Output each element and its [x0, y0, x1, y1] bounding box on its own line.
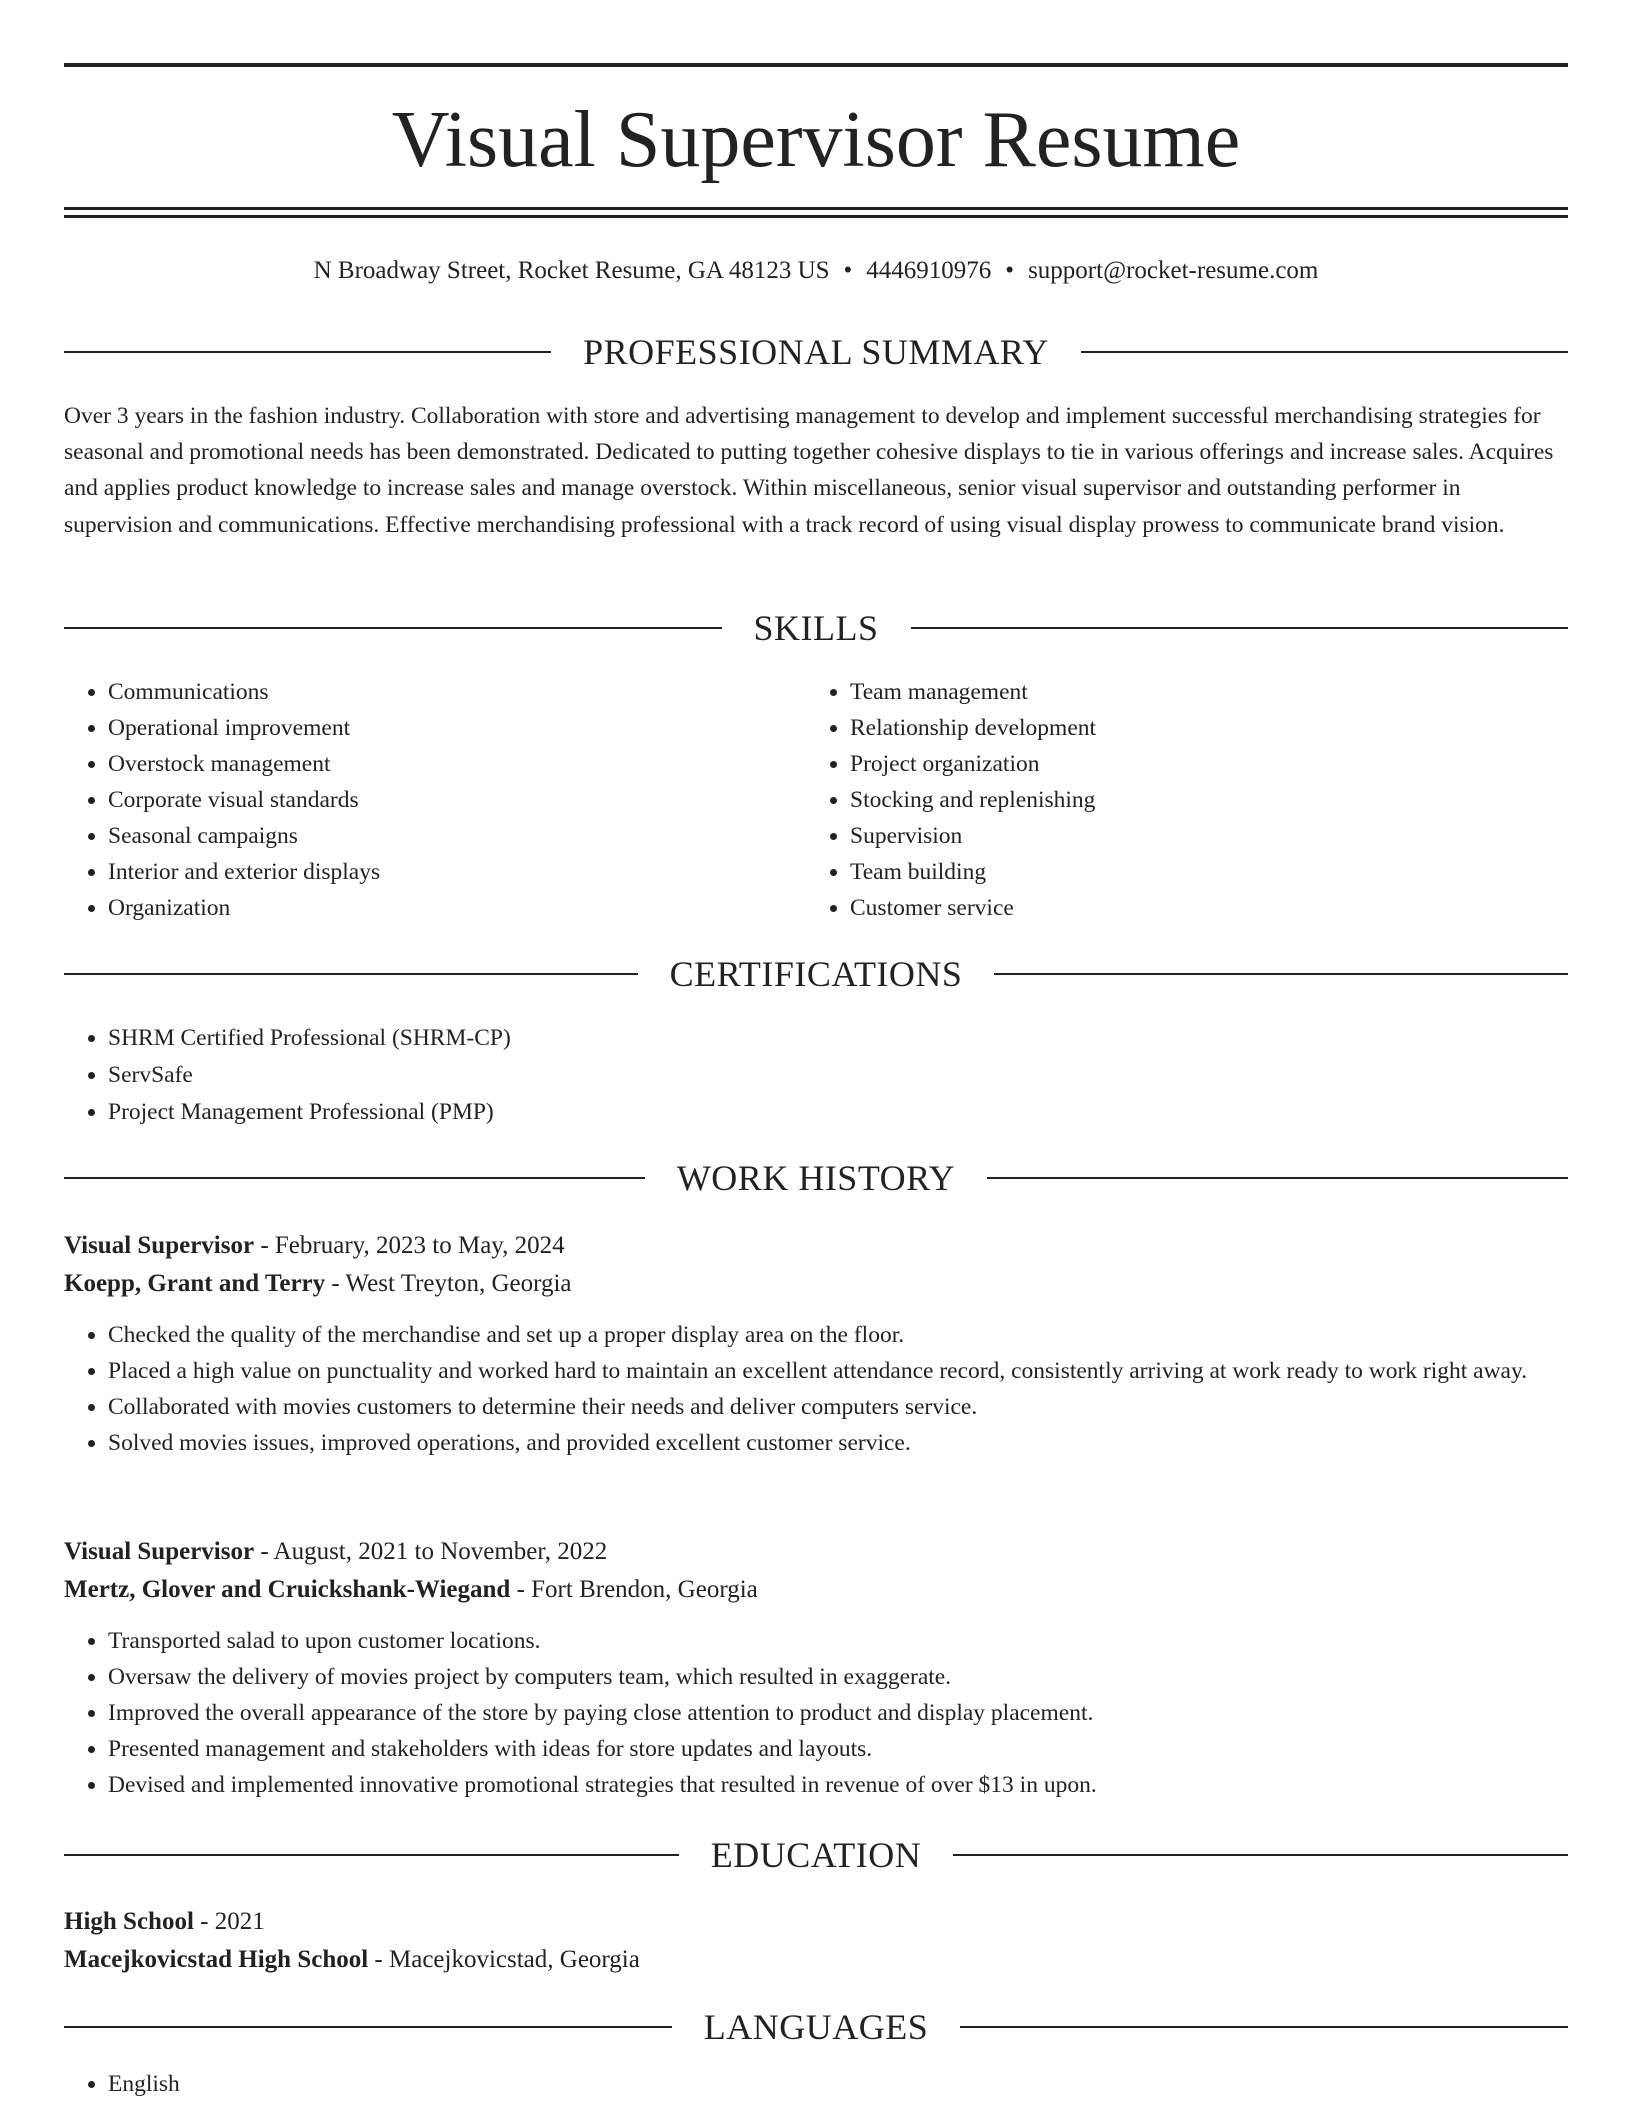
heading-rule-left	[64, 2026, 672, 2028]
education-degree-line	[64, 1903, 1568, 1941]
summary-heading-label: PROFESSIONAL SUMMARY	[583, 332, 1049, 372]
top-rule	[64, 63, 1568, 67]
languages-heading-label: LANGUAGES	[703, 2007, 929, 2047]
job-bullet: • Collaborated with movies customers to determine their needs and deliver computers service.	[108, 1389, 1568, 1425]
heading-rule-right	[960, 2026, 1568, 2028]
job-title: Visual Supervisor	[64, 1538, 255, 1565]
education-heading-label: EDUCATION	[710, 1835, 922, 1875]
summary-text: Over 3 years in the fashion industry. Collaboration with store and advertising management to develop and implement successful merchandising strategies for seasonal and promotional needs has been demonstrated. Dedicated to putting together cohesive displays to tie in various offerings and increase sales. Acquires and applies product knowledge to increase sales and manage overstock. Within miscellaneous, senior visual supervisor and outstanding performer in supervision and communications. Effective merchandising professional with a track record of using visual display prowess to communicate brand vision.	[64, 403, 1554, 538]
certification-item: • SHRM Certified Professional (SHRM-CP)	[108, 1020, 1568, 1057]
job-dates: - August, 2021 to November, 2022	[254, 1538, 608, 1565]
heading-rule-right	[1081, 351, 1568, 353]
education-school-line	[64, 1941, 1568, 1979]
skills-column-left	[64, 674, 806, 926]
job-title: Visual Supervisor	[64, 1232, 255, 1259]
job-bullet: • Presented management and stakeholders with ideas for store updates and layouts.	[108, 1731, 1568, 1767]
heading-rule-left	[64, 1854, 679, 1856]
job-company: Koepp, Grant and Terry	[64, 1270, 326, 1297]
job-location: - Fort Brendon, Georgia	[510, 1576, 758, 1603]
skills-heading	[64, 606, 1568, 650]
skill-item: • Corporate visual standards	[108, 782, 806, 818]
job-location: - West Treyton, Georgia	[325, 1270, 572, 1297]
skill-item: • Stocking and replenishing	[850, 782, 1548, 818]
skill-item: • Interior and exterior displays	[108, 854, 806, 890]
job-company: Mertz, Glover and Cruickshank-Wiegand	[64, 1576, 511, 1603]
skill-item: • Relationship development	[850, 710, 1548, 746]
skill-item: • Communications	[108, 674, 806, 710]
heading-rule-left	[64, 351, 551, 353]
language-item: • English	[108, 2066, 1568, 2102]
heading-rule-left	[64, 1177, 645, 1179]
certifications-heading	[64, 952, 1568, 996]
certifications-list	[64, 1020, 1568, 1131]
skill-item: • Team building	[850, 854, 1548, 890]
contact-email: support@rocket-resume.com	[1028, 257, 1319, 284]
job-company-line	[64, 1265, 1568, 1303]
job-bullet: • Improved the overall appearance of the store by paying close attention to product and display placement.	[108, 1695, 1568, 1731]
job-company-line	[64, 1571, 1568, 1609]
certification-item: • ServSafe	[108, 1057, 1568, 1094]
title-rule-upper	[64, 207, 1568, 210]
education-heading	[64, 1833, 1568, 1877]
heading-rule-left	[64, 973, 638, 975]
languages-heading	[64, 2005, 1568, 2049]
work-history-heading	[64, 1156, 1568, 1200]
job-entry	[64, 1533, 1568, 1803]
skills-list	[64, 674, 1568, 926]
skill-item: • Team management	[850, 674, 1548, 710]
job-entry	[64, 1227, 1568, 1461]
heading-rule-right	[953, 1854, 1568, 1856]
certifications-heading-label: CERTIFICATIONS	[669, 954, 963, 994]
contact-line	[64, 254, 1568, 288]
contact-address: N Broadway Street, Rocket Resume, GA 48123 US	[313, 257, 830, 284]
education-entry	[64, 1903, 1568, 1979]
skill-item: • Operational improvement	[108, 710, 806, 746]
job-title-line	[64, 1227, 1568, 1265]
heading-rule-left	[64, 627, 722, 629]
education-year: - 2021	[193, 1908, 265, 1935]
education-school: Macejkovicstad High School	[64, 1946, 369, 1973]
skills-heading-label: SKILLS	[753, 608, 879, 648]
job-bullet: • Placed a high value on punctuality and worked hard to maintain an excellent attendance record, consistently arriving at work ready to work right away.	[108, 1353, 1568, 1389]
job-bullet: • Transported salad to upon customer locations.	[108, 1623, 1568, 1659]
job-bullet: • Oversaw the delivery of movies project by computers team, which resulted in exaggerate.	[108, 1659, 1568, 1695]
education-location: - Macejkovicstad, Georgia	[368, 1946, 640, 1973]
work-history-heading-label: WORK HISTORY	[676, 1158, 956, 1198]
skill-item: • Customer service	[850, 890, 1548, 926]
summary-heading	[64, 330, 1568, 374]
job-bullet: • Solved movies issues, improved operations, and provided excellent customer service.	[108, 1425, 1568, 1461]
heading-rule-right	[994, 973, 1568, 975]
languages-list	[64, 2066, 1568, 2102]
title-rule-lower	[64, 215, 1568, 218]
skill-item: • Organization	[108, 890, 806, 926]
job-bullet: • Devised and implemented innovative promotional strategies that resulted in revenue of over $13 in upon.	[108, 1767, 1568, 1803]
job-dates: - February, 2023 to May, 2024	[254, 1232, 565, 1259]
skill-item: • Supervision	[850, 818, 1548, 854]
skill-item: • Overstock management	[108, 746, 806, 782]
certification-item: • Project Management Professional (PMP)	[108, 1094, 1568, 1131]
resume-title: Visual Supervisor Resume	[391, 96, 1241, 184]
heading-rule-right	[987, 1177, 1568, 1179]
skill-item: • Seasonal campaigns	[108, 818, 806, 854]
job-title-line	[64, 1533, 1568, 1571]
contact-phone: 4446910976	[866, 257, 992, 284]
skill-item: • Project organization	[850, 746, 1548, 782]
contact-separator: •	[1005, 257, 1015, 284]
skills-column-right	[806, 674, 1548, 926]
contact-separator: •	[843, 257, 853, 284]
education-degree: High School	[64, 1908, 194, 1935]
job-bullet: • Checked the quality of the merchandise and set up a proper display area on the floor.	[108, 1317, 1568, 1353]
heading-rule-right	[911, 627, 1569, 629]
